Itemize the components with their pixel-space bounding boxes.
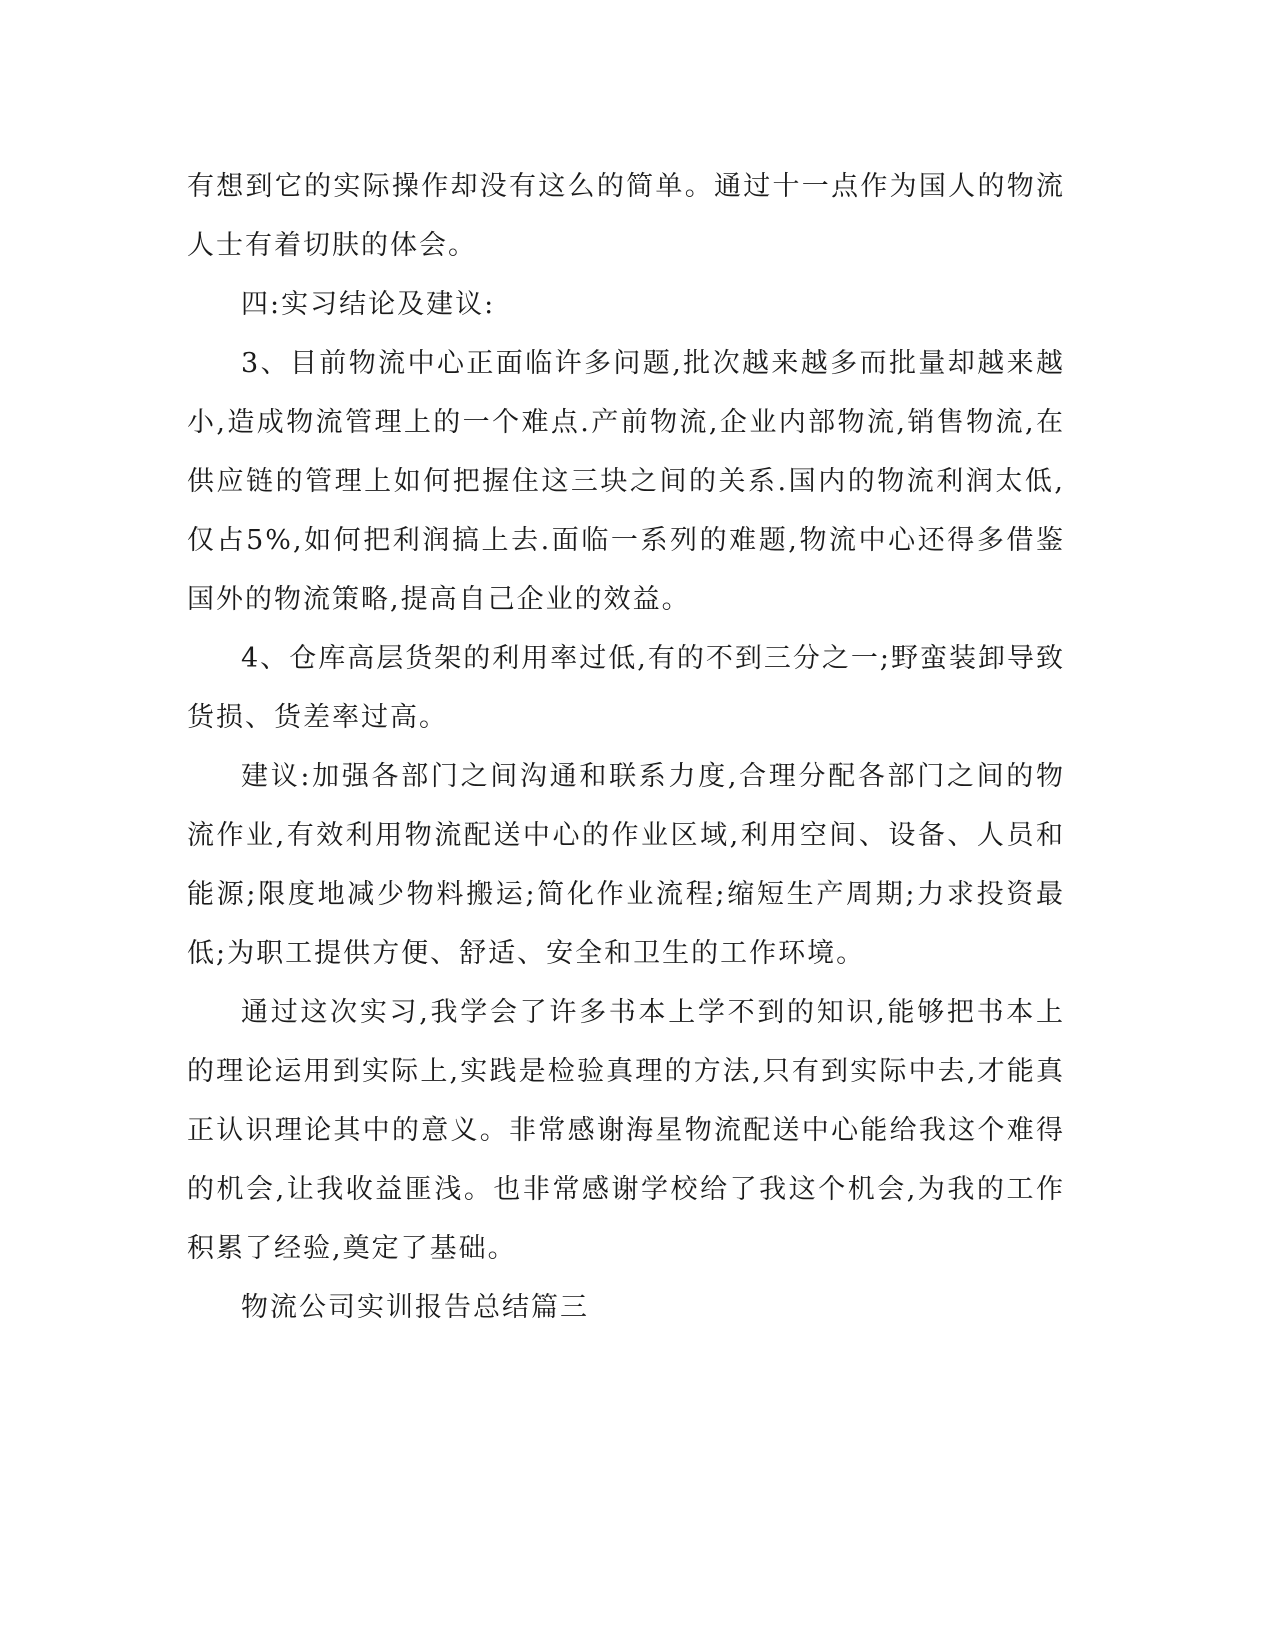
next-section-title: 物流公司实训报告总结篇三 (241, 1292, 589, 1323)
paragraph-point-3: 3、目前物流中心正面临许多问题,批次越来越多而批量却越来越小,造成物流管理上的一个难点.产前物流,企业内部物流,销售物流,在供应链的管理上如何把握住这三块之间的关系.国内的物流利润太低,仅占5%,如何把利润搞上去.面临一系列的难题,物流中心还得多借鉴国外的物流策略,提高自己企业的效益。 (187, 348, 1065, 615)
paragraph-suggestions: 建议:加强各部门之间沟通和联系力度,合理分配各部门之间的物流作业,有效利用物流配送中心的作业区域,利用空间、设备、人员和能源;限度地减少物料搬运;简化作业流程;缩短生产周期;力求投资最低;为职工提供方便、舒适、安全和卫生的工作环境。 (187, 761, 1065, 969)
paragraph-continuation: 有想到它的实际操作却没有这么的简单。通过十一点作为国人的物流人士有着切肤的体会。 (187, 171, 1065, 261)
document-body (187, 157, 1065, 1337)
paragraph-closing: 通过这次实习,我学会了许多书本上学不到的知识,能够把书本上的理论运用到实际上,实践是检验真理的方法,只有到实际中去,才能真正认识理论其中的意义。非常感谢海星物流配送中心能给我这个难得的机会,让我收益匪浅。也非常感谢学校给了我这个机会,为我的工作积累了经验,奠定了基础。 (187, 997, 1065, 1264)
paragraph-point-4: 4、仓库高层货架的利用率过低,有的不到三分之一;野蛮装卸导致货损、货差率过高。 (187, 643, 1065, 733)
section-heading-conclusion: 四:实习结论及建议: (241, 289, 496, 320)
